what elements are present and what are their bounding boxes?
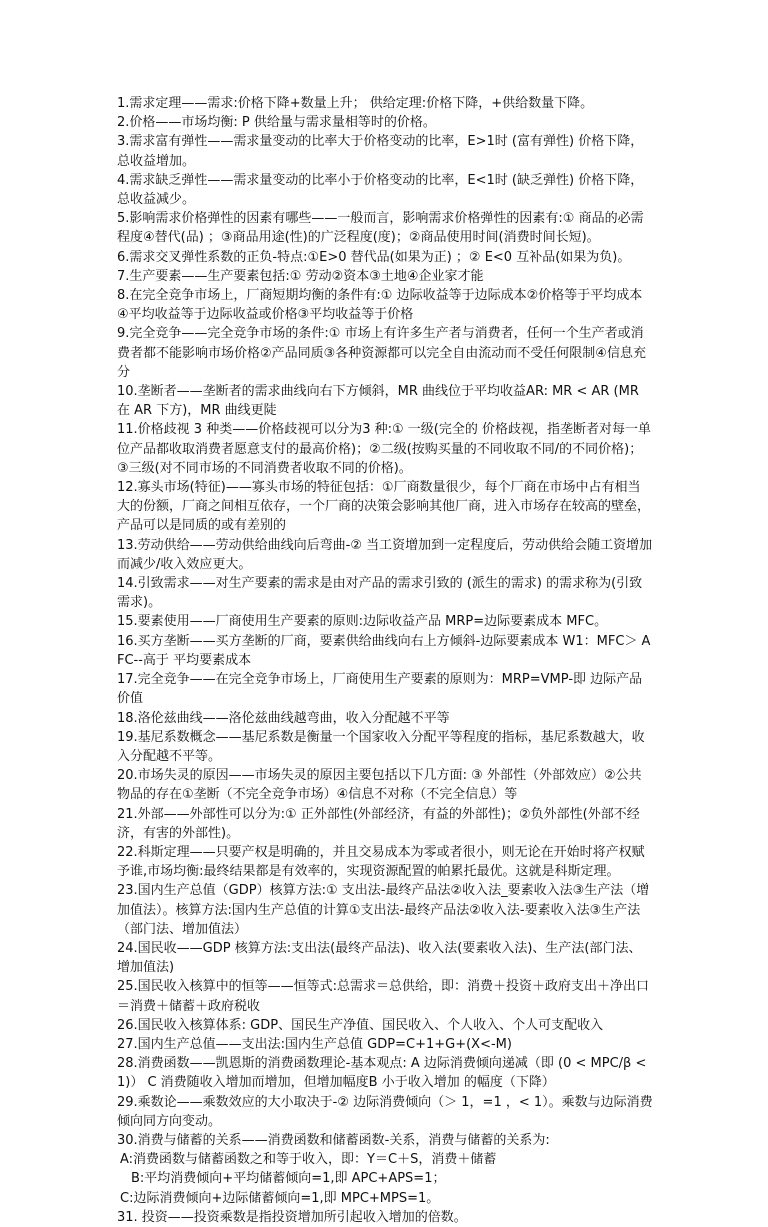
text-line-12: 12.寡头市场(特征)——寡头市场的特征包括：①厂商数量很少，每个厂商在市场中占有相当大的份额，厂商之间相互依存，一个厂商的决策会影响其他厂商，进入市场存在较高的壁垒，产品可以是同质的或有差别的 (117, 480, 651, 534)
text-line-4: 4.需求缺乏弹性——需求量变动的比率小于价格变动的比率，E<1时 (缺乏弹性) 价格下降，总收益减少。 (117, 172, 644, 208)
text-line-11: 11.价格歧视 3 种类——价格歧视可以分为3 种:① 一级(完全的 价格歧视，指垄断者对每一单位产品都收取消费者愿意支付的最高价格)；②二级(按购买量的不同收取不同/的不同价格)； ③三级(对不同市场的不同消费者收取不同的价格)。 (117, 422, 651, 476)
text-line-9: 9.完全竞争——完全竞争市场的条件:① 市场上有许多生产者与消费者，任何一个生产者或消费者都不能影响市场价格②产品同质③各种资源都可以完全自由流动而不受任何限制④信息充分 (117, 326, 646, 380)
text-line-23: 23.国内生产总值（GDP）核算方法:① 支出法-最终产品法②收入法_要素收入法③生产法（增加值法）。核算方法:国内生产总值的计算①支出法-最终产品法②收入法-要素收入法③生产法（部门法、增加值法） (117, 883, 650, 937)
text-line-19: 19.基尼系数概念——基尼系数是衡量一个国家收入分配平等程度的指标，基尼系数越大，收入分配越不平等。 (117, 729, 645, 764)
text-line-20: 20.市场失灵的原因——市场失灵的原因主要包括以下几方面: ③ 外部性（外部效应）②公共物品的存在①垄断（不完全竞争市场）④信息不对称（不完全信息）等 (117, 768, 642, 803)
text-line-1: 1.需求定理——需求:价格下降+数量上升； 供给定理:价格下降，+供给数量下降。 (117, 96, 594, 111)
text-line-16: 16.买方垄断——买方垄断的厂商，要素供给曲线向右上方倾斜-边际要素成本 W1：MFC＞ AFC--高于 平均要素成本 (117, 633, 651, 668)
text-line-30c: C:边际消费倾向+边际储蓄倾向=1,即 MPC+MPS=1。 (120, 1190, 440, 1206)
text-line-22: 22.科斯定理——只要产权是明确的，并且交易成本为零或者很小，则无论在开始时将产权赋予谁,市场均衡:最终结果都是有效率的，实现资源配置的帕累托最优。这就是科斯定理。 (117, 844, 645, 880)
text-line-3: 3.需求富有弹性——需求量变动的比率大于价格变动的比率，E>1时 (富有弹性) 价格下降，总收益增加。 (117, 134, 644, 169)
text-line-28: 28.消费函数——凯恩斯的消费函数理论-基本观点: A 边际消费倾向递减（即 (0 < MPC/β <1)） C 消费随收入增加而增加，但增加幅度B 小于收入增加 的幅度（下降） (117, 1056, 647, 1091)
text-line-21: 21.外部——外部性可以分为:① 正外部性(外部经济，有益的外部性)；②负外部性(外部不经济，有害的外部性)。 (117, 806, 640, 841)
text-line-30a: A:消费函数与储蓄函数之和等于收入，即：Y＝C＋S，消费＋储蓄 (120, 1152, 497, 1168)
text-line-31: 31. 投资——投资乘数是指投资增加所引起收入增加的倍数。 (117, 1209, 467, 1225)
text-line-29: 29.乘数论——乘数效应的大小取决于-② 边际消费倾向（＞ 1，=1 ，< 1）。乘数与边际消费倾向同方向变动。 (117, 1094, 653, 1129)
text-line-27: 27.国内生产总值——支出法:国内生产总值 GDP=C+1+G+(X<-M) (117, 1036, 512, 1052)
text-line-24: 24.国民收——GDP 核算方法:支出法(最终产品法)、收入法(要素收入法)、生产法(部门法、增加值法) (117, 940, 642, 976)
text-line-18: 18.洛伦兹曲线——洛伦兹曲线越弯曲，收入分配越不平等 (117, 710, 450, 726)
text-line-8: 8.在完全竞争市场上，厂商短期均衡的条件有:① 边际收益等于边际成本②价格等于平均成本④平均收益等于边际收益或价格③平均收益等于价格 (117, 288, 643, 323)
text-line-30: 30.消费与储蓄的关系——消费函数和储蓄函数-关系，消费与储蓄的关系为: (117, 1132, 550, 1148)
text-line-17: 17.完全竞争——在完全竞争市场上，厂商使用生产要素的原则为：MRP=VMP-即 边际产品价值 (117, 672, 643, 707)
text-line-13: 13.劳动供给——劳动供给曲线向后弯曲-② 当工资增加到一定程度后，劳动供给会随工资增加而减少/收入效应更大。 (117, 537, 653, 572)
text-line-10: 10.垄断者——垄断者的需求曲线向右下方倾斜，MR 曲线位于平均收益AR: MR < AR (MR 在 AR 下方)，MR 曲线更陡 (117, 384, 639, 419)
text-line-6: 6.需求交叉弹性系数的正负-特点:①E>0 替代品(如果为正) ；② E<0 互补品(如果为负)。 (117, 249, 631, 265)
text-line-2: 2.价格——市场均衡: P 供给量与需求量相等时的价格。 (117, 115, 436, 131)
document-body (117, 94, 653, 1227)
text-line-26: 26.国民收入核算体系: GDP、国民生产净值、国民收入、个人收入、个人可支配收入 (117, 1017, 604, 1033)
text-line-15: 15.要素使用——厂商使用生产要素的原则:边际收益产品 MRP=边际要素成本 MFC。 (117, 614, 608, 630)
text-line-25: 25.国民收入核算中的恒等——恒等式:总需求＝总供给，即：消费＋投资＋政府支出＋净出口＝消费＋储蓄＋政府税收 (117, 979, 650, 1014)
text-line-5: 5.影响需求价格弹性的因素有哪些——一般而言，影响需求价格弹性的因素有:① 商品的必需程度④替代(品) ；③商品用途(性)的广泛程度(度)；②商品使用时间(消费时间长短)。 (117, 211, 644, 246)
text-line-7: 7.生产要素——生产要素包括:① 劳动②资本③土地④企业家才能 (117, 268, 484, 284)
text-line-14: 14.引致需求——对生产要素的需求是由对产品的需求引致的 (派生的需求) 的需求称为(引致需求)。 (117, 576, 643, 611)
text-line-30b: B:平均消费倾向+平均储蓄倾向=1,即 APC+APS=1； (131, 1171, 446, 1187)
